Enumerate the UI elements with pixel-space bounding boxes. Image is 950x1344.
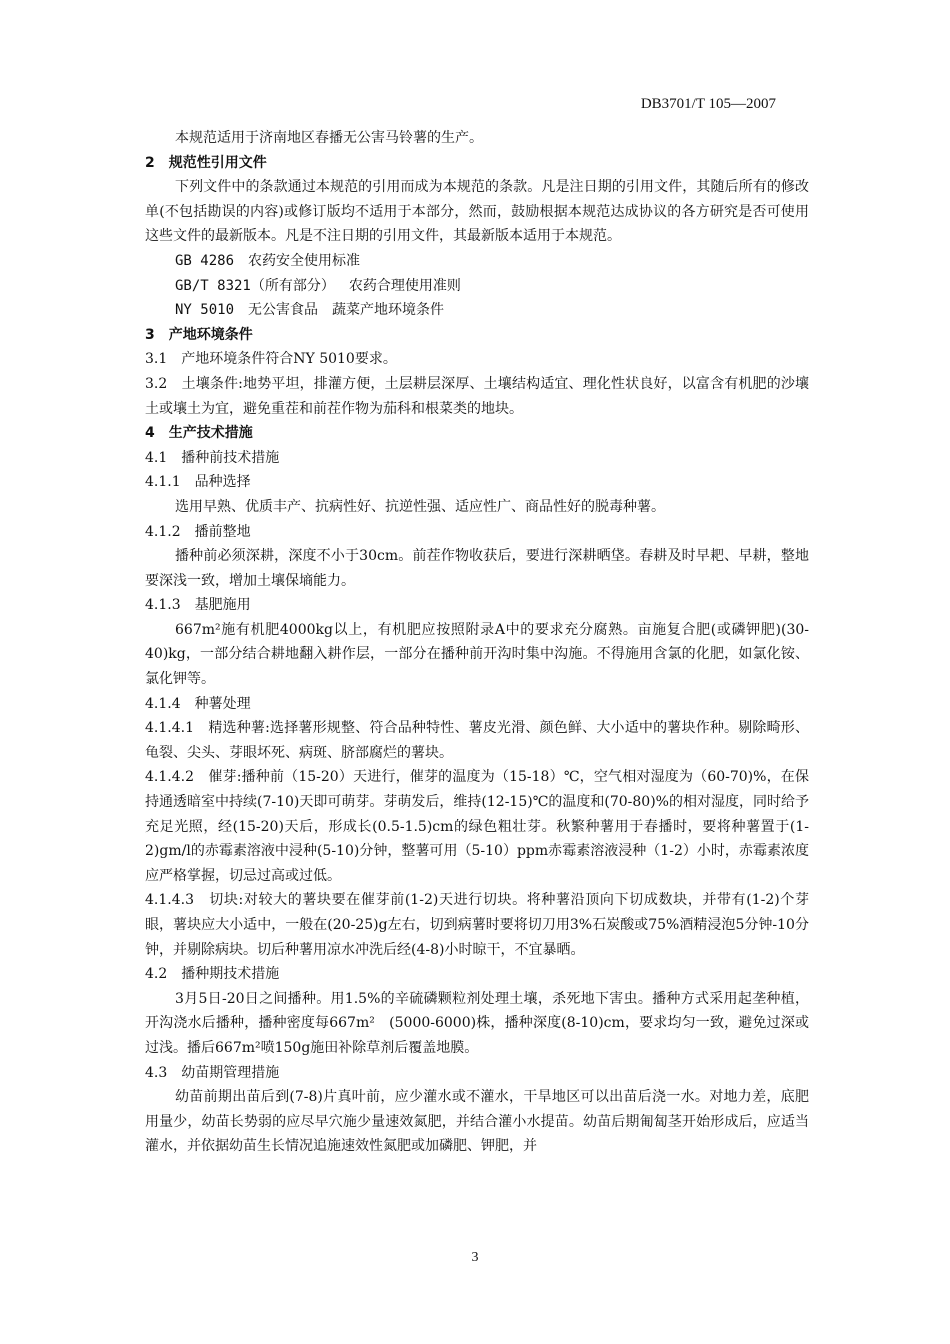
- clause-3-1: 3.1 产地环境条件符合NY 5010要求。: [145, 351, 397, 368]
- document-body: [145, 126, 809, 1159]
- clause-4-1-3-text: 667m²施有机肥4000kg以上，有机肥应按照附录A中的要求充分腐熟。亩施复合肥(或磷钾肥)(30-40)kg，一部分结合耕地翻入耕作层，一部分在播种前开沟时集中沟施。不得施用含氯的化肥，如氯化铵、氯化钾等。: [145, 621, 809, 688]
- reference-item: [145, 298, 809, 323]
- clause-4-2-text: 3月5日-20日之间播种。用1.5%的辛硫磷颗粒剂处理土壤，杀死地下害虫。播种方式采用起垄种植，开沟浇水后播种，播种密度每667m² (5000-6000)株，播种深度(8-10)cm，要求均匀一致，避免过深或过浅。播后667m²喷150g施田补除草剂后覆盖地膜。: [145, 990, 809, 1056]
- clause-4-1-4-heading: 4.1.4 种薯处理: [145, 695, 251, 712]
- clause-4-3-text: 幼苗前期出苗后到(7-8)片真叶前，应少灌水或不灌水，干旱地区可以出苗后浇一水。对地力差，底肥用量少，幼苗长势弱的应尽早穴施少量速效氮肥，并结合灌小水提苗。幼苗后期匍匐茎开始形成后，应适当灌水，并依据幼苗生长情况追施速效性氮肥或加磷肥、钾肥，并: [145, 1089, 809, 1155]
- document-code: DB3701/T 105—2007: [640, 96, 776, 112]
- clause-4-1-4-3: 4.1.4.3 切块:对较大的薯块要在催芽前(1-2)天进行切块。将种薯沿顶向下切成数块，并带有(1-2)个芽眼，薯块应大小适中，一般在(20-25)g左右，切到病薯时要将切刀用3%石炭酸或75%酒精浸泡5分钟-10分钟，并剔除病块。切后种薯用凉水冲洗后经(4-8)小时晾干，不宜暴晒。: [145, 892, 809, 958]
- section-3-heading: 3 产地环境条件: [145, 326, 253, 343]
- clause-4-2-heading: 4.2 播种期技术措施: [145, 966, 280, 983]
- clause-4-1-1-text: 选用早熟、优质丰产、抗病性好、抗逆性强、适应性广、商品性好的脱毒种薯。: [175, 498, 665, 515]
- reference-code: NY 5010: [175, 302, 235, 319]
- clause-3-2: 3.2 土壤条件:地势平坦，排灌方便，土层耕层深厚、土壤结构适宜、理化性状良好，以富含有机肥的沙壤土或壤土为宜，避免重茬和前茬作物为茄科和根菜类的地块。: [145, 375, 809, 417]
- reference-code: GB 4286: [175, 252, 235, 269]
- scope-line: 本规范适用于济南地区春播无公害马铃薯的生产。: [175, 130, 483, 146]
- clause-4-1-2-heading: 4.1.2 播前整地: [145, 523, 251, 540]
- clause-4-3-heading: 4.3 幼苗期管理措施: [145, 1064, 280, 1081]
- reference-item: [145, 274, 809, 299]
- reference-title: 农药安全使用标准: [248, 252, 361, 269]
- clause-4-1-4-2: 4.1.4.2 催芽:播种前（15-20）天进行，催芽的温度为（15-18）℃，空气相对湿度为（60-70)%，在保持通透暗室中持续(7-10)天即可萌芽。芽萌发后，维持(12-15)℃的温度和(70-80)%的相对湿度，同时给予充足光照，经(15-20)天后，形成长(0.5-1.5)cm的绿色粗壮芽。秋繁种薯用于春播时，要将种薯置于(1-2)gm/l的赤霉素溶液中浸种(5-10)分钟，整薯可用（5-10）ppm赤霉素溶液浸种（1-2）小时，赤霉素浓度应严格掌握，切忌过高或过低。: [145, 769, 809, 884]
- clause-4-1-4-1: 4.1.4.1 精选种薯:选择薯形规整、符合品种特性、薯皮光滑、颜色鲜、大小适中的薯块作种。剔除畸形、龟裂、尖头、芽眼坏死、病斑、脐部腐烂的薯块。: [145, 720, 809, 761]
- section-4-heading: 4 生产技术措施: [145, 425, 253, 442]
- section-2-heading: 2 规范性引用文件: [145, 154, 267, 171]
- clause-4-1-1-heading: 4.1.1 品种选择: [145, 474, 251, 491]
- clause-4-1-heading: 4.1 播种前技术措施: [145, 449, 280, 466]
- section-2-para: 下列文件中的条款通过本规范的引用而成为本规范的条款。凡是注日期的引用文件，其随后所有的修改单(不包括勘误的内容)或修订版均不适用于本部分，然而，鼓励根据本规范达成协议的各方研究是否可使用这些文件的最新版本。凡是不注日期的引用文件，其最新版本适用于本规范。: [145, 179, 809, 245]
- reference-item: [145, 249, 809, 274]
- reference-title: 无公害食品 蔬菜产地环境条件: [248, 302, 445, 319]
- reference-code: GB/T 8321（所有部分）: [175, 277, 335, 294]
- page-number: 3: [471, 1250, 479, 1265]
- clause-4-1-2-text: 播种前必须深耕，深度不小于30cm。前茬作物收获后，要进行深耕晒垡。春耕及时早耙、早耕，整地要深浅一致，增加土壤保墒能力。: [145, 548, 809, 589]
- clause-4-1-3-heading: 4.1.3 基肥施用: [145, 597, 251, 614]
- reference-title: 农药合理使用准则: [348, 277, 461, 294]
